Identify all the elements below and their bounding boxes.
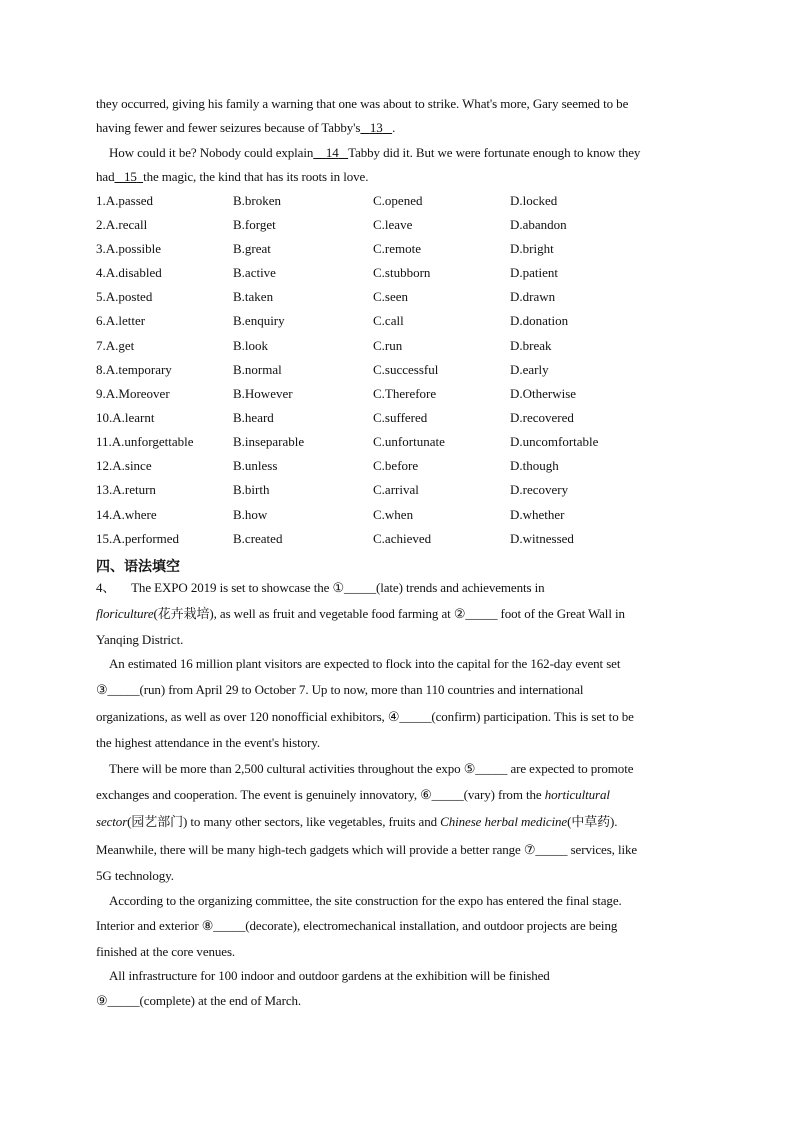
passage-line — [96, 169, 368, 185]
question-line: According to the organizing committee, the site construction for the expo has entered the final stage. — [109, 893, 622, 908]
option-row — [96, 482, 736, 500]
passage-line — [96, 120, 395, 136]
term-italic: floriculture — [96, 606, 154, 621]
option-a: 5.A.posted — [96, 289, 153, 304]
option-a: 7.A.get — [96, 338, 135, 353]
option-d: D.bright — [510, 241, 554, 256]
option-c: C.before — [373, 458, 419, 473]
blank-number: 13 — [369, 120, 383, 135]
option-b: B.unless — [233, 458, 278, 473]
question-line: There will be more than 2,500 cultural activities throughout the expo ⑤_____ are expected to promote — [109, 761, 634, 776]
passage-line: they occurred, giving his family a warning that one was about to strike. What's more, Gary seemed to be — [96, 96, 629, 111]
question-text: (花卉栽培), as well as fruit and vegetable food farming at ②_____ foot of the Great Wall in — [153, 606, 625, 621]
section-heading: 四、语法填空 — [96, 559, 180, 575]
passage-line — [109, 145, 640, 161]
option-d: D.though — [510, 458, 559, 473]
question-line: All infrastructure for 100 indoor and outdoor gardens at the exhibition will be finished — [109, 968, 550, 983]
option-row — [96, 410, 736, 428]
option-d: D.break — [510, 338, 552, 353]
option-row — [96, 386, 736, 404]
question-line — [96, 606, 625, 622]
option-b: B.broken — [233, 193, 282, 208]
option-a: 10.A.learnt — [96, 410, 155, 425]
passage-text: having fewer and fewer seizures because of Tabby's — [96, 120, 361, 135]
option-a: 12.A.since — [96, 458, 152, 473]
blank-number: 15 — [123, 169, 137, 184]
question-text: The EXPO 2019 is set to showcase the ①_____(late) trends and achievements in — [131, 580, 545, 595]
passage-text: had — [96, 169, 115, 184]
question-line — [96, 580, 545, 596]
question-text: (园艺部门) to many other sectors, like vegetables, fruits and — [127, 814, 441, 829]
option-a: 8.A.temporary — [96, 362, 172, 377]
option-d: D.witnessed — [510, 531, 574, 546]
option-row — [96, 434, 736, 452]
option-a: 4.A.disabled — [96, 265, 162, 280]
question-line: the highest attendance in the event's history. — [96, 735, 320, 750]
passage-text: . — [392, 120, 396, 135]
option-row — [96, 362, 736, 380]
option-a: 14.A.where — [96, 507, 157, 522]
question-line: Interior and exterior ⑧_____(decorate), electromechanical installation, and outdoor projects are being — [96, 918, 618, 933]
option-row — [96, 265, 736, 283]
option-row — [96, 193, 736, 211]
option-row — [96, 338, 736, 356]
term-italic: Chinese herbal medicine — [440, 814, 568, 829]
option-b: B.created — [233, 531, 283, 546]
option-c: C.run — [373, 338, 403, 353]
option-c: C.seen — [373, 289, 409, 304]
blank-13 — [360, 120, 392, 135]
option-c: C.remote — [373, 241, 422, 256]
option-c: C.stubborn — [373, 265, 431, 280]
question-line: organizations, as well as over 120 nonofficial exhibitors, ④_____(confirm) participation. This is set to be — [96, 709, 634, 724]
term-italic: sector — [96, 814, 128, 829]
option-c: C.call — [373, 313, 404, 328]
passage-text: How could it be? Nobody could explain — [109, 145, 314, 160]
option-c: C.opened — [373, 193, 423, 208]
option-b: B.look — [233, 338, 269, 353]
option-c: C.arrival — [373, 482, 419, 497]
option-d: D.recovery — [510, 482, 569, 497]
question-text: (中草药). — [567, 814, 618, 829]
option-c: C.Therefore — [373, 386, 437, 401]
passage-text: the magic, the kind that has its roots in love. — [143, 169, 369, 184]
option-d: D.whether — [510, 507, 565, 522]
option-c: C.suffered — [373, 410, 428, 425]
option-d: D.Otherwise — [510, 386, 577, 401]
option-d: D.abandon — [510, 217, 567, 232]
option-row — [96, 531, 736, 549]
question-line: Yanqing District. — [96, 632, 184, 647]
option-b: B.taken — [233, 289, 274, 304]
term-italic: horticultural — [544, 787, 610, 802]
question-line: Meanwhile, there will be many high-tech gadgets which will provide a better range ⑦_____ services, like — [96, 842, 638, 857]
option-d: D.recovered — [510, 410, 574, 425]
option-row — [96, 217, 736, 235]
option-c: C.leave — [373, 217, 413, 232]
option-a: 2.A.recall — [96, 217, 148, 232]
option-a: 1.A.passed — [96, 193, 154, 208]
option-c: C.when — [373, 507, 414, 522]
option-row — [96, 507, 736, 525]
option-b: B.enquiry — [233, 313, 285, 328]
question-line: 5G technology. — [96, 868, 174, 883]
option-b: B.birth — [233, 482, 270, 497]
option-a: 15.A.performed — [96, 531, 180, 546]
option-d: D.early — [510, 362, 549, 377]
option-d: D.drawn — [510, 289, 556, 304]
option-b: B.normal — [233, 362, 282, 377]
question-number: 4、 — [96, 580, 116, 595]
option-a: 11.A.unforgettable — [96, 434, 194, 449]
option-row — [96, 289, 736, 307]
passage-text: Tabby did it. But we were fortunate enough to know they — [348, 145, 641, 160]
option-b: B.great — [233, 241, 271, 256]
option-b: B.inseparable — [233, 434, 305, 449]
question-text: exchanges and cooperation. The event is genuinely innovatory, ⑥_____(vary) from the — [96, 787, 545, 802]
option-a: 9.A.Moreover — [96, 386, 170, 401]
option-row — [96, 241, 736, 259]
question-line: finished at the core venues. — [96, 944, 236, 959]
option-d: D.locked — [510, 193, 558, 208]
blank-14 — [313, 145, 348, 160]
option-b: B.However — [233, 386, 293, 401]
blank-number: 14 — [325, 145, 339, 160]
option-row — [96, 313, 736, 331]
option-b: B.active — [233, 265, 276, 280]
option-d: D.uncomfortable — [510, 434, 599, 449]
question-line — [96, 814, 617, 830]
option-a: 6.A.letter — [96, 313, 146, 328]
option-d: D.patient — [510, 265, 559, 280]
option-a: 3.A.possible — [96, 241, 161, 256]
question-line: ③_____(run) from April 29 to October 7. Up to now, more than 110 countries and international — [96, 682, 584, 697]
question-line: ⑨_____(complete) at the end of March. — [96, 993, 302, 1008]
option-row — [96, 458, 736, 476]
option-b: B.how — [233, 507, 268, 522]
option-b: B.heard — [233, 410, 274, 425]
option-c: C.unfortunate — [373, 434, 445, 449]
blank-15 — [114, 169, 143, 184]
option-c: C.successful — [373, 362, 439, 377]
question-line: An estimated 16 million plant visitors are expected to flock into the capital for the 162-day event set — [109, 656, 621, 671]
option-d: D.donation — [510, 313, 569, 328]
question-line — [96, 787, 610, 803]
option-b: B.forget — [233, 217, 276, 232]
option-c: C.achieved — [373, 531, 432, 546]
option-a: 13.A.return — [96, 482, 156, 497]
